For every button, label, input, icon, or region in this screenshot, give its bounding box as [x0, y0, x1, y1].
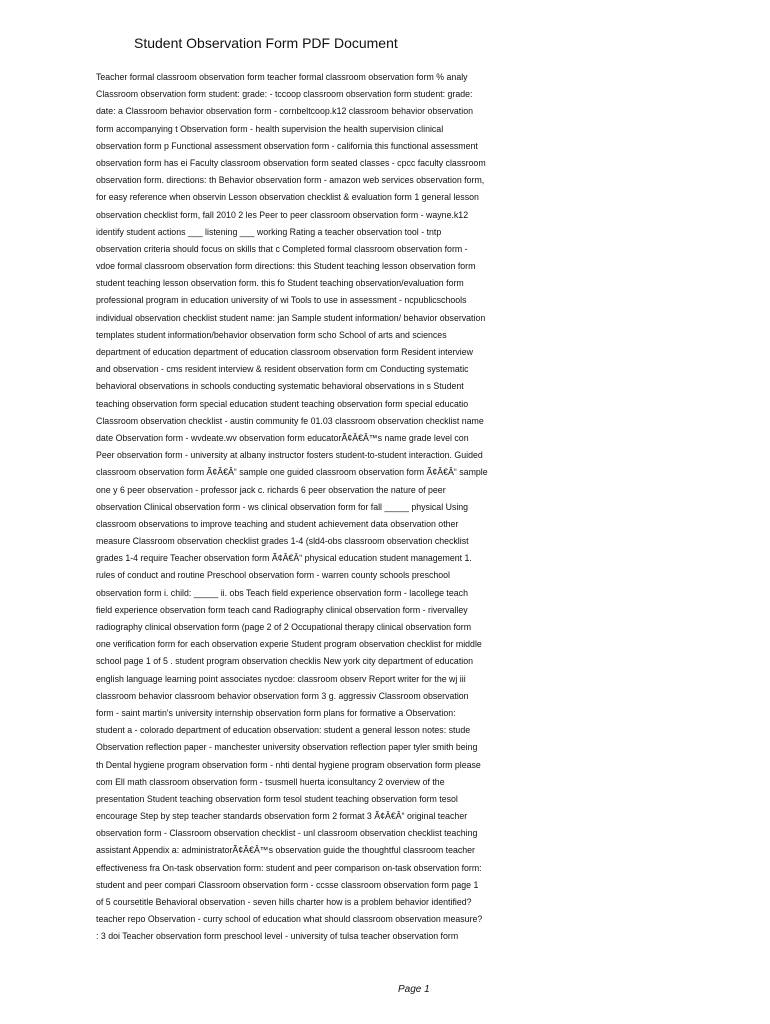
text-line: teaching observation form special education student teaching observation form special educatio: [96, 398, 469, 409]
text-line: of 5 coursetitle Behavioral observation - seven hills charter how is a problem behavior identified?: [96, 897, 472, 907]
text-line: observation form has ei Faculty classroom observation form seated classes - cpcc faculty classroom: [96, 157, 486, 168]
text-line: com Ell math classroom observation form - tsusmell huerta iconsultancy 2 overview of the: [96, 776, 445, 787]
text-line: school page 1 of 5 . student program observation checklis New york city department of education: [96, 656, 474, 667]
text-line: classroom observations to improve teaching and student achievement data observation other: [96, 518, 459, 529]
text-line: student a - colorado department of education observation: student a general lesson notes: stude: [96, 725, 471, 736]
text-line: Observation reflection paper - manchester university observation reflection paper tyler smith being: [96, 742, 478, 753]
text-line: effectiveness fra On-task observation form: student and peer comparison on-task observation form:: [96, 862, 482, 873]
text-line: and observation - cms resident interview & resident observation form cm Conducting systematic: [96, 364, 469, 375]
text-line: classroom behavior classroom behavior observation form 3 g. aggressiv Classroom observation: [96, 690, 469, 701]
text-line: department of education department of education classroom observation form Resident interview: [96, 347, 474, 357]
text-line: field experience observation form teach cand Radiography clinical observation form - rivervalley: [96, 604, 468, 615]
text-line: form - saint martin's university internship observation form plans for formative a Observation:: [96, 707, 456, 718]
text-line: grades 1-4 require Teacher observation form Ã¢Â€Â“ physical education student management 1.: [96, 553, 472, 564]
text-line: observation criteria should focus on skills that c Completed formal classroom observation form -: [96, 243, 468, 254]
text-line: student teaching lesson observation form. this fo Student teaching observation/evaluation form: [96, 278, 464, 289]
text-line: observation form i. child: _____ ii. obs Teach field experience observation form - lacollege teach: [96, 587, 468, 598]
text-line: : 3 doi Teacher observation form preschool level - university of tulsa teacher observation form: [96, 931, 459, 942]
text-line: Classroom observation form student: grade: - tccoop classroom observation form student: grade:: [96, 89, 473, 100]
text-line: professional program in education university of wi Tools to use in assessment - ncpublicschools: [96, 295, 467, 306]
text-line: observation Clinical observation form - ws clinical observation form for fall _____ physical Using: [96, 501, 469, 512]
text-line: form accompanying t Observation form - health supervision the health supervision clinical: [96, 123, 444, 134]
text-line: radiography clinical observation form (page 2 of 2 Occupational therapy clinical observation form: [96, 622, 472, 632]
text-line: individual observation checklist student name: jan Sample student information/ behavior observation: [96, 312, 486, 323]
text-line: observation form p Functional assessment observation form - california this functional assessment: [96, 140, 478, 151]
text-line: english language learning point associates nycdoe: classroom observ Report writer for the wj iii: [96, 673, 466, 684]
text-line: for easy reference when observin Lesson observation checklist & evaluation form 1 general lesson: [96, 192, 479, 203]
text-line: th Dental hygiene program observation form - nhti dental hygiene program observation form please: [96, 759, 481, 770]
text-line: Teacher formal classroom observation form teacher formal classroom observation form % analy: [96, 72, 468, 82]
text-line: one verification form for each observation experie Student program observation checklist for middle: [96, 639, 482, 650]
text-line: encourage Step by step teacher standards observation form 2 format 3 Ã¢Â€Â“ original teacher: [96, 811, 468, 822]
text-line: student and peer compari Classroom observation form - ccsse classroom observation form page 1: [96, 879, 479, 890]
text-line: vdoe formal classroom observation form directions: this Student teaching lesson observation form: [96, 261, 476, 272]
text-line: teacher repo Observation - curry school of education what should classroom observation measure?: [96, 914, 483, 925]
text-line: presentation Student teaching observation form tesol student teaching observation form tesol: [96, 793, 458, 804]
text-line: Classroom observation checklist - austin community fe 01.03 classroom observation checklist name: [96, 415, 484, 426]
text-line: observation checklist form, fall 2010 2 les Peer to peer classroom observation form - wayne.k12: [96, 209, 469, 220]
text-line: observation form. directions: th Behavior observation form - amazon web services observation form,: [96, 175, 485, 186]
text-line: one y 6 peer observation - professor jack c. richards 6 peer observation the nature of peer: [96, 484, 446, 495]
document-title: Student Observation Form PDF Document: [134, 35, 398, 51]
text-line: assistant Appendix a: administratorÃ¢Â€Â™s observation guide the thoughtful classroom teacher: [96, 845, 475, 856]
text-line: measure Classroom observation checklist grades 1-4 (sld4-obs classroom observation checklist: [96, 536, 469, 547]
page-number: Page 1: [398, 984, 430, 995]
text-line: rules of conduct and routine Preschool observation form - warren county schools preschool: [96, 570, 451, 581]
document-body: [96, 69, 770, 946]
text-line: date Observation form - wvdeate.wv observation form educatorÃ¢Â€Â™s name grade level con: [96, 432, 469, 443]
text-line: classroom observation form Ã¢Â€Â“ sample one guided classroom observation form Ã¢Â€Â“ sample: [96, 467, 488, 478]
text-line: date: a Classroom behavior observation form - cornbeltcoop.k12 classroom behavior observation: [96, 106, 473, 117]
text-line: behavioral observations in schools conducting systematic behavioral observations in s Student: [96, 381, 464, 392]
text-line: observation form - Classroom observation checklist - unl classroom observation checklist teaching: [96, 828, 478, 839]
text-line: templates student information/behavior observation form scho School of arts and sciences: [96, 329, 447, 340]
text-line: Peer observation form - university at albany instructor fosters student-to-student interaction. Guided: [96, 450, 483, 461]
text-line: identify student actions ___ listening ___ working Rating a teacher observation tool - tntp: [96, 226, 442, 237]
